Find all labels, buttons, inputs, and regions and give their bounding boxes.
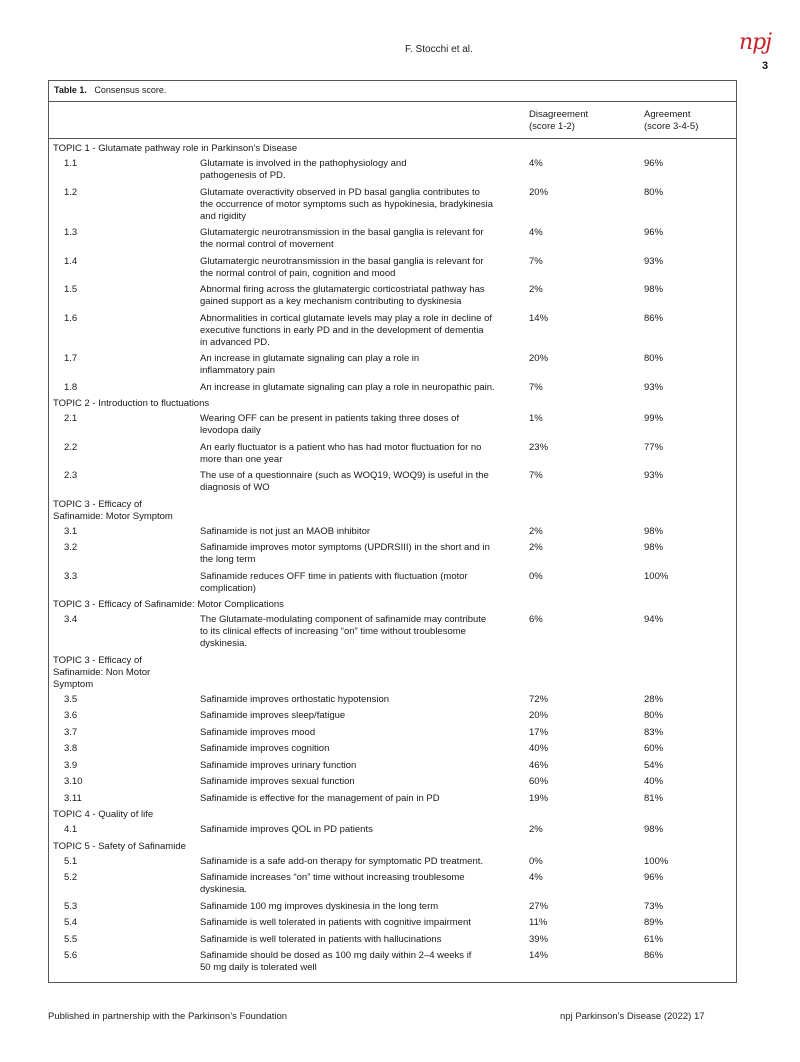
- statement-text: Safinamide should be dosed as 100 mg daily within 2–4 weeks if 50 mg daily is tolerated well: [200, 950, 472, 973]
- disagreement-value: 2%: [529, 824, 543, 835]
- item-number: 1.7: [64, 353, 78, 364]
- disagreement-value: 1%: [529, 413, 543, 424]
- topic-heading: TOPIC 5 - Safety of Safinamide: [53, 840, 186, 852]
- disagreement-value: 72%: [529, 693, 549, 705]
- disagreement-value: 39%: [529, 933, 549, 945]
- agreement-value: 81%: [644, 792, 664, 804]
- journal-logo: npj: [739, 30, 772, 55]
- statement-text: Safinamide improves sexual function: [200, 776, 355, 787]
- column-header-agreement: Agreement (score 3-4-5): [644, 109, 699, 132]
- table-body: [49, 81, 736, 982]
- topic-heading: TOPIC 1 - Glutamate pathway role in Parkinson’s Disease: [53, 143, 298, 154]
- agreement-value: 54%: [644, 759, 664, 771]
- agreement-value: 100%: [644, 570, 669, 582]
- item-number: 5.2: [64, 872, 78, 883]
- item-number: 3.5: [64, 693, 78, 705]
- disagreement-value: 2%: [529, 542, 543, 553]
- statement-text: Safinamide improves urinary function: [200, 759, 357, 771]
- topic-heading: TOPIC 3 - Efficacy of Safinamide: Motor Complications: [53, 599, 284, 610]
- agreement-value: 98%: [644, 284, 664, 295]
- item-number: 5.6: [64, 950, 78, 961]
- statement-text: Abnormalities in cortical glutamate levels may play a role in decline of executive functions in early PD and in the development of dementia in advanced PD.: [200, 312, 492, 348]
- item-number: 3.9: [64, 759, 78, 771]
- agreement-value: 96%: [644, 158, 664, 169]
- topic-heading: TOPIC 3 - Efficacy of Safinamide: Motor Symptom: [53, 498, 173, 522]
- statement-text: Safinamide is a safe add-on therapy for symptomatic PD treatment.: [200, 855, 484, 867]
- agreement-value: 73%: [644, 900, 664, 912]
- disagreement-value: 7%: [529, 470, 543, 481]
- item-number: 1.2: [64, 186, 78, 198]
- disagreement-value: 27%: [529, 900, 549, 912]
- running-header-author: F. Stocchi et al.: [405, 44, 473, 55]
- item-number: 1.5: [64, 284, 78, 295]
- disagreement-value: 4%: [529, 872, 543, 883]
- statement-text: The Glutamate-modulating component of safinamide may contribute to its clinical effects of increasing “on” time without troublesome dyskinesia.: [200, 614, 487, 649]
- item-number: 2.2: [64, 441, 78, 453]
- statement-text: Abnormal firing across the glutamatergic corticostriatal pathway has gained support as a key mechanism contributing to dyskinesia: [200, 284, 485, 307]
- table-caption-label: Table 1.: [54, 85, 87, 95]
- disagreement-value: 20%: [529, 353, 549, 364]
- agreement-value: 86%: [644, 950, 664, 961]
- agreement-value: 61%: [644, 933, 664, 945]
- agreement-value: 80%: [644, 186, 664, 198]
- item-number: 3.3: [64, 570, 78, 582]
- item-number: 3.7: [64, 726, 78, 738]
- disagreement-value: 20%: [529, 186, 549, 198]
- statement-text: Safinamide increases “on” time without increasing troublesome dyskinesia.: [200, 872, 465, 895]
- consensus-table: [48, 80, 737, 983]
- disagreement-value: 0%: [529, 570, 543, 582]
- statement-text: An early fluctuator is a patient who has had motor fluctuation for no more than one year: [200, 441, 482, 465]
- page-number: 3: [762, 60, 769, 72]
- agreement-value: 80%: [644, 353, 664, 364]
- agreement-value: 98%: [644, 824, 664, 835]
- topic-heading: TOPIC 3 - Efficacy of Safinamide: Non Motor Symptom: [53, 654, 151, 690]
- item-number: 5.1: [64, 855, 78, 867]
- item-number: 4.1: [64, 824, 78, 835]
- agreement-value: 40%: [644, 776, 664, 787]
- item-number: 1.1: [64, 158, 78, 169]
- agreement-value: 98%: [644, 525, 664, 537]
- disagreement-value: 46%: [529, 759, 549, 771]
- statement-text: An increase in glutamate signaling can play a role in neuropathic pain.: [200, 381, 495, 393]
- agreement-value: 96%: [644, 227, 664, 238]
- item-number: 3.1: [64, 525, 78, 537]
- agreement-value: 60%: [644, 743, 664, 754]
- disagreement-value: 0%: [529, 855, 543, 867]
- agreement-value: 89%: [644, 917, 664, 928]
- column-header-disagreement: Disagreement (score 1-2): [529, 109, 589, 132]
- agreement-value: 93%: [644, 255, 664, 267]
- item-number: 3.10: [64, 776, 83, 787]
- topic-heading: TOPIC 4 - Quality of life: [53, 809, 154, 820]
- disagreement-value: 14%: [529, 950, 549, 961]
- agreement-value: 96%: [644, 872, 664, 883]
- statement-text: Safinamide 100 mg improves dyskinesia in the long term: [200, 900, 439, 912]
- disagreement-value: 6%: [529, 614, 543, 625]
- statement-text: Glutamate overactivity observed in PD basal ganglia contributes to the occurrence of motor symptoms such as hypokinesia, bradykinesia and rigidity: [200, 186, 494, 222]
- item-number: 2.3: [64, 470, 78, 481]
- statement-text: Safinamide improves sleep/fatigue: [200, 710, 346, 721]
- item-number: 5.4: [64, 917, 78, 928]
- statement-text: Safinamide is not just an MAOB inhibitor: [200, 525, 371, 537]
- disagreement-value: 23%: [529, 441, 549, 453]
- disagreement-value: 17%: [529, 726, 549, 738]
- agreement-value: 77%: [644, 441, 664, 453]
- disagreement-value: 2%: [529, 284, 543, 295]
- item-number: 1.6: [64, 312, 78, 324]
- table-caption-text: Consensus score.: [94, 85, 167, 95]
- disagreement-value: 4%: [529, 158, 543, 169]
- item-number: 3.2: [64, 542, 78, 553]
- disagreement-value: 11%: [529, 917, 548, 928]
- item-number: 5.3: [64, 900, 78, 912]
- item-number: 5.5: [64, 933, 78, 945]
- statement-text: Safinamide improves cognition: [200, 743, 330, 754]
- statement-text: Safinamide improves motor symptoms (UPDRSIII) in the short and in the long term: [200, 542, 490, 565]
- statement-text: An increase in glutamate signaling can play a role in inflammatory pain: [200, 353, 420, 376]
- agreement-value: 83%: [644, 726, 664, 738]
- agreement-value: 80%: [644, 710, 664, 721]
- statement-text: Safinamide is well tolerated in patients with cognitive impairment: [200, 917, 471, 928]
- statement-text: Wearing OFF can be present in patients taking three doses of levodopa daily: [200, 413, 460, 436]
- disagreement-value: 2%: [529, 525, 543, 537]
- statement-text: The use of a questionnaire (such as WOQ19, WOQ9) is useful in the diagnosis of WO: [200, 470, 489, 493]
- statement-text: Safinamide is well tolerated in patients with hallucinations: [200, 933, 442, 945]
- agreement-value: 99%: [644, 413, 664, 424]
- disagreement-value: 14%: [529, 312, 549, 324]
- agreement-value: 28%: [644, 693, 664, 705]
- disagreement-value: 7%: [529, 255, 543, 267]
- statement-text: Safinamide reduces OFF time in patients with fluctuation (motor complication): [200, 570, 468, 594]
- statement-text: Safinamide improves QOL in PD patients: [200, 824, 373, 835]
- statement-text: Glutamate is involved in the pathophysiology and pathogenesis of PD.: [200, 158, 407, 181]
- statement-text: Glutamatergic neurotransmission in the basal ganglia is relevant for the normal control of pain, cognition and mood: [200, 255, 484, 279]
- disagreement-value: 40%: [529, 743, 549, 754]
- agreement-value: 100%: [644, 855, 669, 867]
- footer-partnership: Published in partnership with the Parkinson’s Foundation: [48, 1011, 288, 1022]
- disagreement-value: 20%: [529, 710, 549, 721]
- statement-text: Safinamide improves mood: [200, 726, 316, 738]
- item-number: 1.3: [64, 227, 78, 238]
- agreement-value: 93%: [644, 470, 664, 481]
- item-number: 3.6: [64, 710, 78, 721]
- topic-heading: TOPIC 2 - Introduction to fluctuations: [53, 398, 210, 409]
- item-number: 1.8: [64, 381, 78, 393]
- disagreement-value: 60%: [529, 776, 549, 787]
- agreement-value: 98%: [644, 542, 664, 553]
- disagreement-value: 4%: [529, 227, 543, 238]
- disagreement-value: 19%: [529, 792, 549, 804]
- footer-citation: npj Parkinson’s Disease (2022) 17: [560, 1011, 705, 1022]
- item-number: 3.4: [64, 614, 78, 625]
- statement-text: Safinamide is effective for the management of pain in PD: [200, 792, 440, 804]
- statement-text: Safinamide improves orthostatic hypotension: [200, 693, 390, 705]
- item-number: 3.8: [64, 743, 78, 754]
- disagreement-value: 7%: [529, 381, 543, 393]
- statement-text: Glutamatergic neurotransmission in the basal ganglia is relevant for the normal control of movement: [200, 227, 484, 250]
- item-number: 2.1: [64, 413, 78, 424]
- item-number: 1.4: [64, 255, 78, 267]
- item-number: 3.11: [64, 792, 82, 804]
- agreement-value: 94%: [644, 614, 664, 625]
- agreement-value: 93%: [644, 381, 664, 393]
- agreement-value: 86%: [644, 312, 664, 324]
